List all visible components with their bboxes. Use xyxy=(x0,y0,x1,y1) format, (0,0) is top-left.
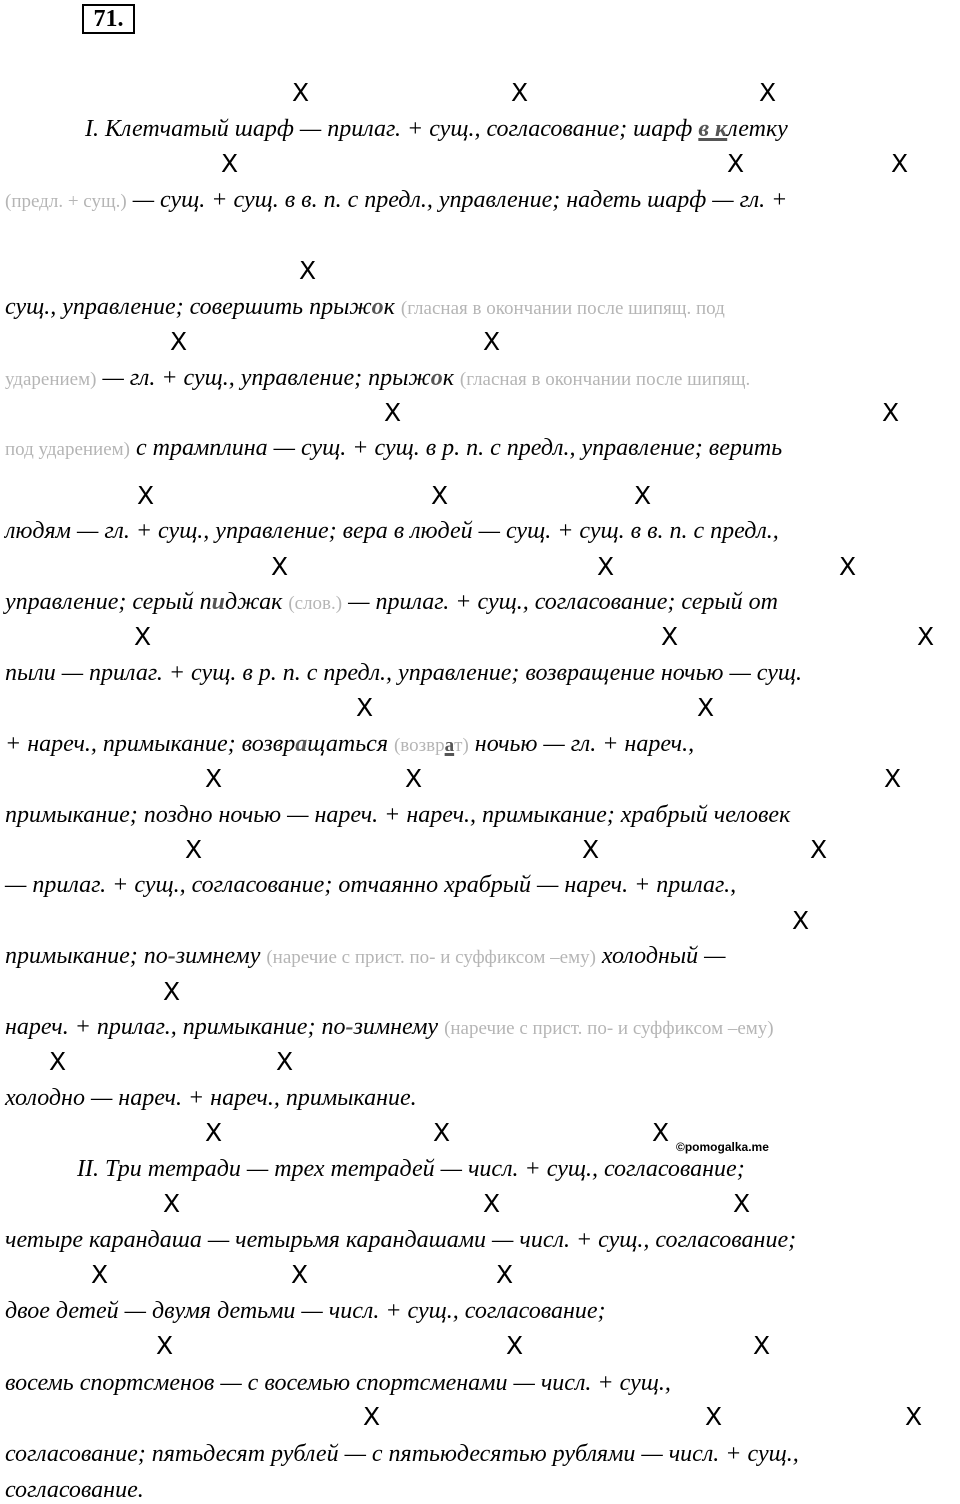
phrase-text: пыли — прилаг. + сущ. в р. п. с предл., управление; возвращение ночью — сущ. xyxy=(5,660,803,686)
phrase-text: согласование. xyxy=(5,1477,144,1503)
phrase-text: с трамплина — сущ. + сущ. в р. п. с предл., управление; верить xyxy=(130,435,783,461)
text-line xyxy=(5,1013,774,1043)
cross-mark-icon: X xyxy=(170,327,188,356)
note-text: а xyxy=(444,735,455,756)
cross-mark-icon: X xyxy=(661,622,679,651)
cross-mark-icon: X xyxy=(759,78,777,107)
phrase-text: сущ., управление; совершить прыж xyxy=(5,294,372,320)
cross-mark-icon: X xyxy=(582,835,600,864)
phrase-text: щаться xyxy=(307,731,394,757)
text-line xyxy=(5,517,779,545)
cross-mark-icon: X xyxy=(697,693,715,722)
phrase-text: — сущ. + сущ. в в. п. с предл., управление; надеть шарф — гл. + xyxy=(126,187,788,213)
phrase-text: зимнему xyxy=(353,1014,445,1040)
phrase-text: джак xyxy=(224,589,289,615)
cross-mark-icon: X xyxy=(511,78,529,107)
cross-mark-icon: X xyxy=(363,1402,381,1431)
note-text: т) xyxy=(454,735,469,756)
phrase-text: - xyxy=(167,943,176,969)
cross-mark-icon: X xyxy=(185,835,203,864)
text-line xyxy=(5,659,802,687)
text-line xyxy=(85,115,788,143)
text-line xyxy=(5,364,750,394)
cross-mark-icon: X xyxy=(221,149,239,178)
phrase-text: — прилаг. + сущ., согласование; серый от xyxy=(342,589,778,615)
text-line xyxy=(5,1369,671,1397)
phrase-text: и xyxy=(211,589,225,615)
phrase-text: II. Три тетради — трех тетрадей — числ. + сущ., согласование; xyxy=(77,1156,745,1182)
text-line xyxy=(5,942,725,972)
text-line xyxy=(5,293,725,323)
text-line xyxy=(5,730,694,760)
phrase-text: примыкание; поздно ночью — нареч. + нареч., примыкание; храбрый человек xyxy=(5,802,791,828)
cross-mark-icon: X xyxy=(733,1189,751,1218)
cross-mark-icon: X xyxy=(405,764,423,793)
phrase-text: — гл. + сущ., управление; прыж xyxy=(96,365,431,391)
exercise-number: 71. xyxy=(82,4,135,34)
text-line xyxy=(77,1155,745,1183)
note-text: (возвр xyxy=(393,735,445,756)
cross-mark-icon: X xyxy=(276,1047,294,1076)
cross-mark-icon: X xyxy=(356,693,374,722)
phrase-text: о xyxy=(430,365,443,391)
cross-mark-icon: X xyxy=(792,906,810,935)
phrase-text: согласование; пятьдесят рублей — с пятьюдесятью рублями — числ. + сущ., xyxy=(5,1441,799,1467)
text-line xyxy=(5,801,790,829)
phrase-text: + нареч., примыкание; возвр xyxy=(5,731,296,757)
text-line xyxy=(5,186,787,216)
text-line xyxy=(5,1226,796,1254)
cross-mark-icon: X xyxy=(506,1331,524,1360)
text-line xyxy=(5,1084,417,1112)
cross-mark-icon: X xyxy=(431,481,449,510)
cross-mark-icon: X xyxy=(292,78,310,107)
phrase-text: нареч. + прилаг., примыкание; по xyxy=(5,1014,346,1040)
cross-mark-icon: X xyxy=(433,1118,451,1147)
cross-mark-icon: X xyxy=(839,552,857,581)
note-text: (слов.) xyxy=(288,593,343,614)
phrase-text: I. Клетчатый шарф — прилаг. + сущ., согласование; шарф xyxy=(85,116,699,142)
phrase-text: летку xyxy=(727,116,788,142)
cross-mark-icon: X xyxy=(205,1118,223,1147)
cross-mark-icon: X xyxy=(884,764,902,793)
text-line xyxy=(5,434,782,464)
phrase-text: холодно — нареч. + нареч., примыкание. xyxy=(5,1085,417,1111)
cross-mark-icon: X xyxy=(496,1260,514,1289)
cross-mark-icon: X xyxy=(917,622,935,651)
cross-mark-icon: X xyxy=(163,1189,181,1218)
cross-mark-icon: X xyxy=(291,1260,309,1289)
phrase-text: - xyxy=(345,1014,354,1040)
phrase-text: восемь спортсменов — с восемью спортсменами — числ. + сущ., xyxy=(5,1370,671,1396)
phrase-text: примыкание; по xyxy=(5,943,168,969)
cross-mark-icon: X xyxy=(134,622,152,651)
phrase-text: двое детей — двумя детьми — числ. + сущ., согласование; xyxy=(5,1298,606,1324)
cross-mark-icon: X xyxy=(205,764,223,793)
note-text: (наречие с прист. по- и суффиксом –ему) xyxy=(266,947,596,968)
text-line xyxy=(5,588,778,618)
cross-mark-icon: X xyxy=(299,256,317,285)
phrase-text: управление; серый п xyxy=(5,589,212,615)
cross-mark-icon: X xyxy=(634,481,652,510)
phrase-text: о xyxy=(371,294,384,320)
phrase-text: — прилаг. + сущ., согласование; отчаянно храбрый — нареч. + прилаг., xyxy=(5,872,737,898)
phrase-text: ночью — гл. + нареч., xyxy=(468,731,695,757)
cross-mark-icon: X xyxy=(156,1331,174,1360)
cross-mark-icon: X xyxy=(271,552,289,581)
cross-mark-icon: X xyxy=(652,1118,670,1147)
note-text: (гласная в окончании после шипящ. под xyxy=(400,298,725,319)
cross-mark-icon: X xyxy=(727,149,745,178)
cross-mark-icon: X xyxy=(483,1189,501,1218)
phrase-text: людям — гл. + сущ., управление; вера в людей — сущ. + сущ. в в. п. с предл., xyxy=(5,518,779,544)
cross-mark-icon: X xyxy=(905,1402,923,1431)
cross-mark-icon: X xyxy=(705,1402,723,1431)
cross-mark-icon: X xyxy=(163,977,181,1006)
phrase-text: холодный — xyxy=(595,943,726,969)
note-text: ударением) xyxy=(5,369,97,390)
phrase-text: к xyxy=(442,365,460,391)
text-line xyxy=(5,1297,606,1325)
text-line xyxy=(5,871,736,899)
phrase-text: зимнему xyxy=(175,943,267,969)
note-text: (наречие с прист. по- и суффиксом –ему) xyxy=(444,1018,774,1039)
cross-mark-icon: X xyxy=(49,1047,67,1076)
phrase-text: в к xyxy=(698,116,728,142)
cross-mark-icon: X xyxy=(483,327,501,356)
cross-mark-icon: X xyxy=(882,398,900,427)
note-text: (предл. + сущ.) xyxy=(5,191,127,212)
phrase-text: к xyxy=(383,294,401,320)
phrase-text: а xyxy=(295,731,308,757)
cross-mark-icon: X xyxy=(753,1331,771,1360)
cross-mark-icon: X xyxy=(137,481,155,510)
note-text: под ударением) xyxy=(5,439,130,460)
note-text: (гласная в окончании после шипящ. xyxy=(459,369,751,390)
cross-mark-icon: X xyxy=(384,398,402,427)
cross-mark-icon: X xyxy=(810,835,828,864)
phrase-text: четыре карандаша — четырьмя карандашами — числ. + сущ., согласование; xyxy=(5,1227,797,1253)
cross-mark-icon: X xyxy=(597,552,615,581)
text-line xyxy=(5,1440,799,1468)
cross-mark-icon: X xyxy=(91,1260,109,1289)
cross-mark-icon: X xyxy=(891,149,909,178)
watermark: ©pomogalka.me xyxy=(676,1140,769,1154)
